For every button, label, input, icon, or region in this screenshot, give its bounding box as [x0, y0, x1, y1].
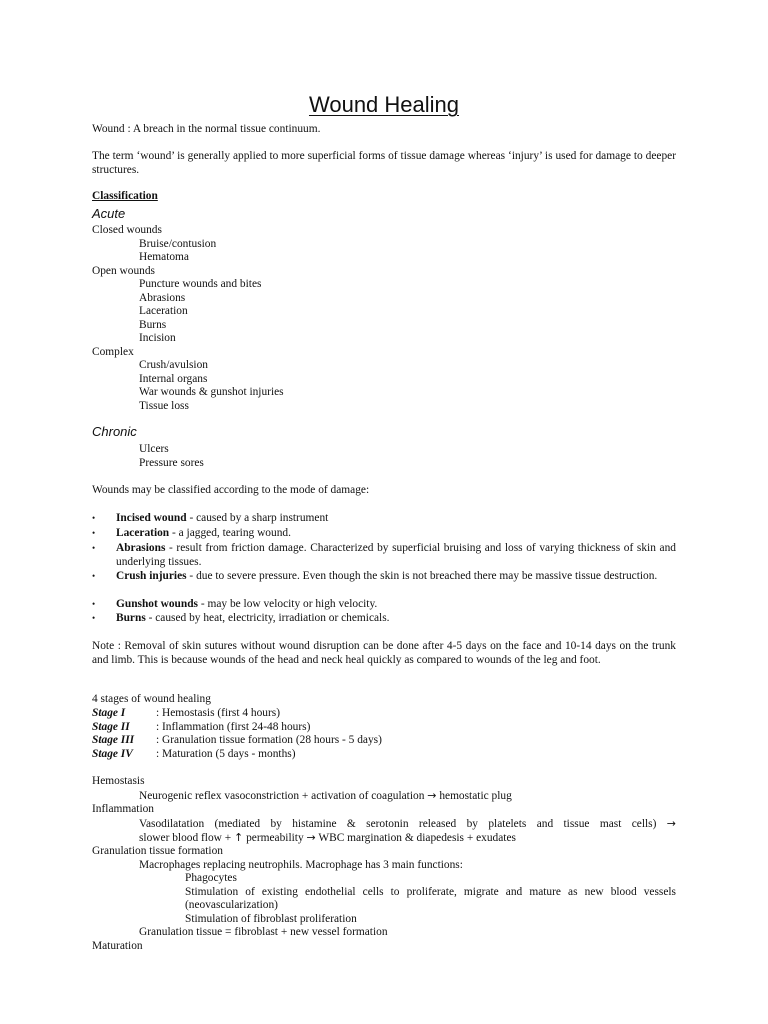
- classification-heading: Classification: [92, 190, 158, 202]
- list-item: Pressure sores: [139, 456, 204, 469]
- acute-list: [92, 224, 284, 413]
- hemostasis-section: [92, 775, 512, 803]
- group-label: Complex: [92, 345, 134, 358]
- function-item: Stimulation of existing endothelial cells to proliferate, migrate and mature as new blood vessels (neovascularization): [185, 885, 676, 911]
- hemostasis-line: Neurogenic reflex vasoconstriction + activation of coagulation → hemostatic plug: [139, 788, 512, 802]
- group-label: Closed wounds: [92, 224, 162, 236]
- list-item: Puncture wounds and bites: [139, 278, 262, 290]
- function-item: Stimulation of fibroblast proliferation: [185, 912, 357, 925]
- granulation-equation: Granulation tissue = fibroblast + new vessel formation: [139, 926, 388, 938]
- list-item: Internal organs: [139, 372, 208, 385]
- list-item: Tissue loss: [139, 399, 189, 412]
- definition: Wound : A breach in the normal tissue continuum.: [92, 123, 321, 135]
- list-item: Laceration: [139, 305, 188, 317]
- bullet-item: • Abrasions - result from friction damage. Characterized by superficial bruising and loss of varying thickness of skin and underlying tissues.: [92, 542, 676, 568]
- list-item: Abrasions: [139, 291, 186, 304]
- right-arrow-icon: →: [666, 816, 676, 830]
- list-item: Hematoma: [139, 251, 189, 263]
- mode-list: [92, 512, 676, 626]
- list-item: Incision: [139, 332, 176, 344]
- chronic-list: [92, 443, 204, 470]
- function-item: Phagocytes: [185, 872, 237, 884]
- stage-row: Stage III : Granulation tissue formation (28 hours - 5 days): [92, 734, 382, 746]
- page-title: Wound Healing: [308, 92, 460, 117]
- up-arrow-icon: ↑: [234, 831, 244, 844]
- stage-row: Stage I : Hemostasis (first 4 hours): [92, 707, 281, 719]
- bullet-icon: •: [92, 613, 96, 623]
- inflammation-line: slower blood flow + ↑ permeability → WBC margination & diapedesis + exudates: [139, 831, 516, 844]
- stage-row: Stage IV : Maturation (5 days - months): [92, 747, 296, 760]
- section-heading: Maturation: [92, 939, 143, 952]
- acute-heading: Acute: [92, 206, 126, 221]
- mode-intro: Wounds may be classified according to the mode of damage:: [92, 484, 370, 496]
- bullet-icon: •: [92, 513, 96, 523]
- stage-row: Stage II : Inflammation (first 24-48 hours): [92, 720, 311, 733]
- bullet-icon: •: [92, 599, 96, 609]
- stages-list: [92, 707, 382, 761]
- right-arrow-icon: →: [306, 831, 316, 844]
- granulation-section: [92, 845, 676, 953]
- list-item: Crush/avulsion: [139, 359, 208, 371]
- inflammation-line: Vasodilatation (mediated by histamine & serotonin released by platelets and tissue mast cells) →: [139, 816, 676, 830]
- group-label: Open wounds: [92, 264, 155, 277]
- section-heading: Granulation tissue formation: [92, 845, 223, 857]
- right-arrow-icon: →: [427, 788, 437, 802]
- inflammation-section: [92, 803, 676, 846]
- bullet-icon: •: [92, 543, 96, 553]
- term-paragraph: The term ‘wound’ is generally applied to more superficial forms of tissue damage whereas ‘injury’ is used for damage to deeper structures.: [92, 150, 676, 176]
- note-paragraph: Note : Removal of skin sutures without wound disruption can be done after 4-5 days on the face and 10-14 days on the trunk and limb. This is because wounds of the head and neck heal quickly as compared to wounds of the leg and foot.: [92, 640, 676, 666]
- list-item: War wounds & gunshot injuries: [139, 386, 284, 398]
- section-heading: Inflammation: [92, 803, 154, 815]
- bullet-item: • Gunshot wounds - may be low velocity or high velocity.: [92, 598, 378, 610]
- bullet-item: • Incised wound - caused by a sharp instrument: [92, 512, 329, 524]
- macrophages-line: Macrophages replacing neutrophils. Macrophage has 3 main functions:: [139, 858, 463, 871]
- list-item: Burns: [139, 318, 167, 331]
- stages-intro: 4 stages of wound healing: [92, 693, 211, 705]
- bullet-icon: •: [92, 528, 96, 538]
- bullet-item: • Burns - caused by heat, electricity, irradiation or chemicals.: [92, 612, 390, 624]
- bullet-item: • Laceration - a jagged, tearing wound.: [92, 527, 291, 539]
- bullet-item: • Crush injuries - due to severe pressure. Even though the skin is not breached there may be massive tissue destruction.: [92, 570, 658, 582]
- section-heading: Hemostasis: [92, 775, 145, 787]
- list-item: Ulcers: [139, 443, 169, 455]
- bullet-icon: •: [92, 571, 96, 581]
- list-item: Bruise/contusion: [139, 237, 217, 250]
- chronic-heading: Chronic: [92, 424, 137, 439]
